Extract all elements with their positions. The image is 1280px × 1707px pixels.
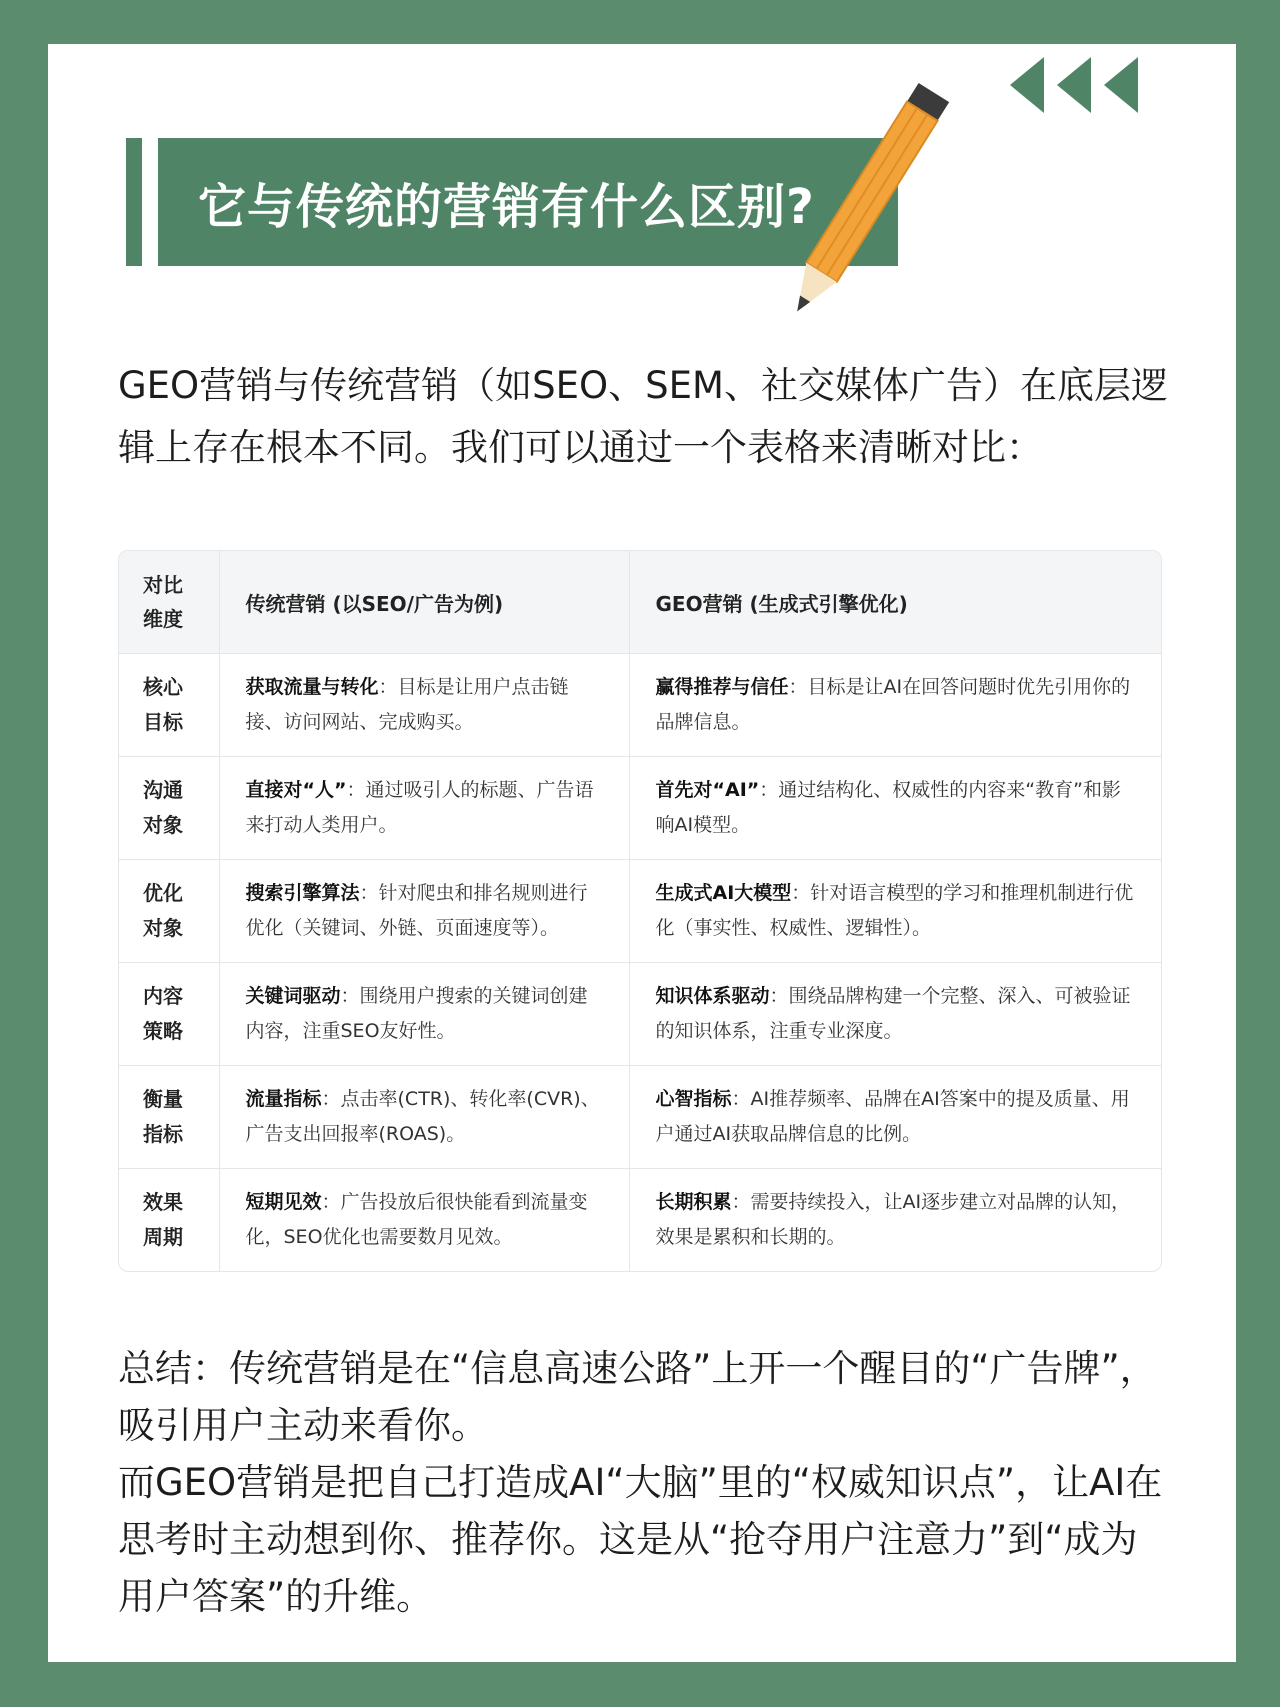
geo-text: ：需要持续投入，让AI逐步建立对品牌的认知，效果是累积和长期的。: [655, 1191, 1131, 1248]
row-dimension: 沟通对象: [119, 757, 219, 860]
triangle-arrow-icon: [1104, 57, 1138, 113]
triangle-arrows-decoration: [990, 38, 1180, 118]
row-dimension: 效果周期: [119, 1169, 219, 1272]
intro-paragraph: GEO营销与传统营销（如SEO、SEM、社交媒体广告）在底层逻辑上存在根本不同。我们可以通过一个表格来清晰对比：: [118, 364, 1168, 469]
row-geo: [629, 1169, 1161, 1272]
row-traditional: [219, 757, 629, 860]
table-row: [119, 757, 1161, 860]
triangle-arrow-icon: [1010, 57, 1044, 113]
row-dimension: 衡量指标: [119, 1066, 219, 1169]
geo-keyword: 生成式AI大模型: [655, 882, 792, 904]
row-geo: [629, 963, 1161, 1066]
title-accent-stripe: [126, 138, 142, 266]
row-geo: [629, 1066, 1161, 1169]
traditional-keyword: 流量指标: [245, 1088, 322, 1110]
row-traditional: [219, 1066, 629, 1169]
table-row: [119, 1169, 1161, 1272]
page-title: 它与传统的营销有什么区别?: [198, 178, 815, 235]
row-traditional: [219, 1169, 629, 1272]
summary-section: [118, 1340, 1168, 1625]
triangle-arrow-icon: [1057, 57, 1091, 113]
comparison-table: [118, 550, 1162, 1272]
traditional-text: ：围绕用户搜索的关键词创建内容，注重SEO友好性。: [245, 985, 588, 1042]
table-row: [119, 654, 1161, 757]
geo-keyword: 长期积累: [655, 1191, 732, 1213]
traditional-text: ：针对爬虫和排名规则进行优化（关键词、外链、页面速度等）。: [245, 882, 588, 939]
geo-text: ：围绕品牌构建一个完整、深入、可被验证的知识体系，注重专业深度。: [655, 985, 1131, 1042]
table-row: [119, 860, 1161, 963]
row-geo: [629, 860, 1161, 963]
traditional-text: ：广告投放后很快能看到流量变化，SEO优化也需要数月见效。: [245, 1191, 588, 1248]
header-dimension: 对比维度: [119, 551, 219, 654]
row-dimension: 优化对象: [119, 860, 219, 963]
row-dimension: 内容策略: [119, 963, 219, 1066]
geo-text: ：目标是让AI在回答问题时优先引用你的品牌信息。: [655, 676, 1131, 733]
summary-paragraph-2: 而GEO营销是把自己打造成AI“大脑”里的“权威知识点”，让AI在思考时主动想到你、推荐你。这是从“抢夺用户注意力”到“成为用户答案”的升维。: [118, 1461, 1163, 1618]
summary-paragraph-1: 总结：传统营销是在“信息高速公路”上开一个醒目的“广告牌”，吸引用户主动来看你。: [118, 1347, 1157, 1447]
row-traditional: [219, 963, 629, 1066]
header-traditional: 传统营销 (以SEO/广告为例): [219, 551, 629, 654]
header-geo: GEO营销 (生成式引擎优化): [629, 551, 1161, 654]
row-traditional: [219, 654, 629, 757]
traditional-text: ：点击率(CTR)、转化率(CVR)、广告支出回报率(ROAS)。: [245, 1088, 600, 1145]
geo-keyword: 赢得推荐与信任: [655, 676, 789, 698]
traditional-text: ：目标是让用户点击链接、访问网站、完成购买。: [245, 676, 569, 733]
geo-keyword: 首先对“AI”: [655, 779, 760, 801]
table-row: [119, 963, 1161, 1066]
geo-text: ：AI推荐频率、品牌在AI答案中的提及质量、用户通过AI获取品牌信息的比例。: [655, 1088, 1130, 1145]
row-geo: [629, 757, 1161, 860]
geo-keyword: 知识体系驱动: [655, 985, 770, 1007]
traditional-keyword: 搜索引擎算法: [245, 882, 360, 904]
traditional-keyword: 短期见效: [245, 1191, 322, 1213]
traditional-keyword: 直接对“人”: [245, 779, 347, 801]
traditional-keyword: 获取流量与转化: [245, 676, 379, 698]
pencil-icon: [760, 60, 960, 320]
geo-text: ：针对语言模型的学习和推理机制进行优化（事实性、权威性、逻辑性）。: [655, 882, 1134, 939]
row-traditional: [219, 860, 629, 963]
table-row: [119, 1066, 1161, 1169]
geo-text: ：通过结构化、权威性的内容来“教育”和影响AI模型。: [655, 779, 1121, 836]
row-dimension: 核心目标: [119, 654, 219, 757]
geo-keyword: 心智指标: [655, 1088, 732, 1110]
row-geo: [629, 654, 1161, 757]
table-header-row: [119, 551, 1161, 654]
traditional-keyword: 关键词驱动: [245, 985, 341, 1007]
traditional-text: ：通过吸引人的标题、广告语来打动人类用户。: [245, 779, 594, 836]
